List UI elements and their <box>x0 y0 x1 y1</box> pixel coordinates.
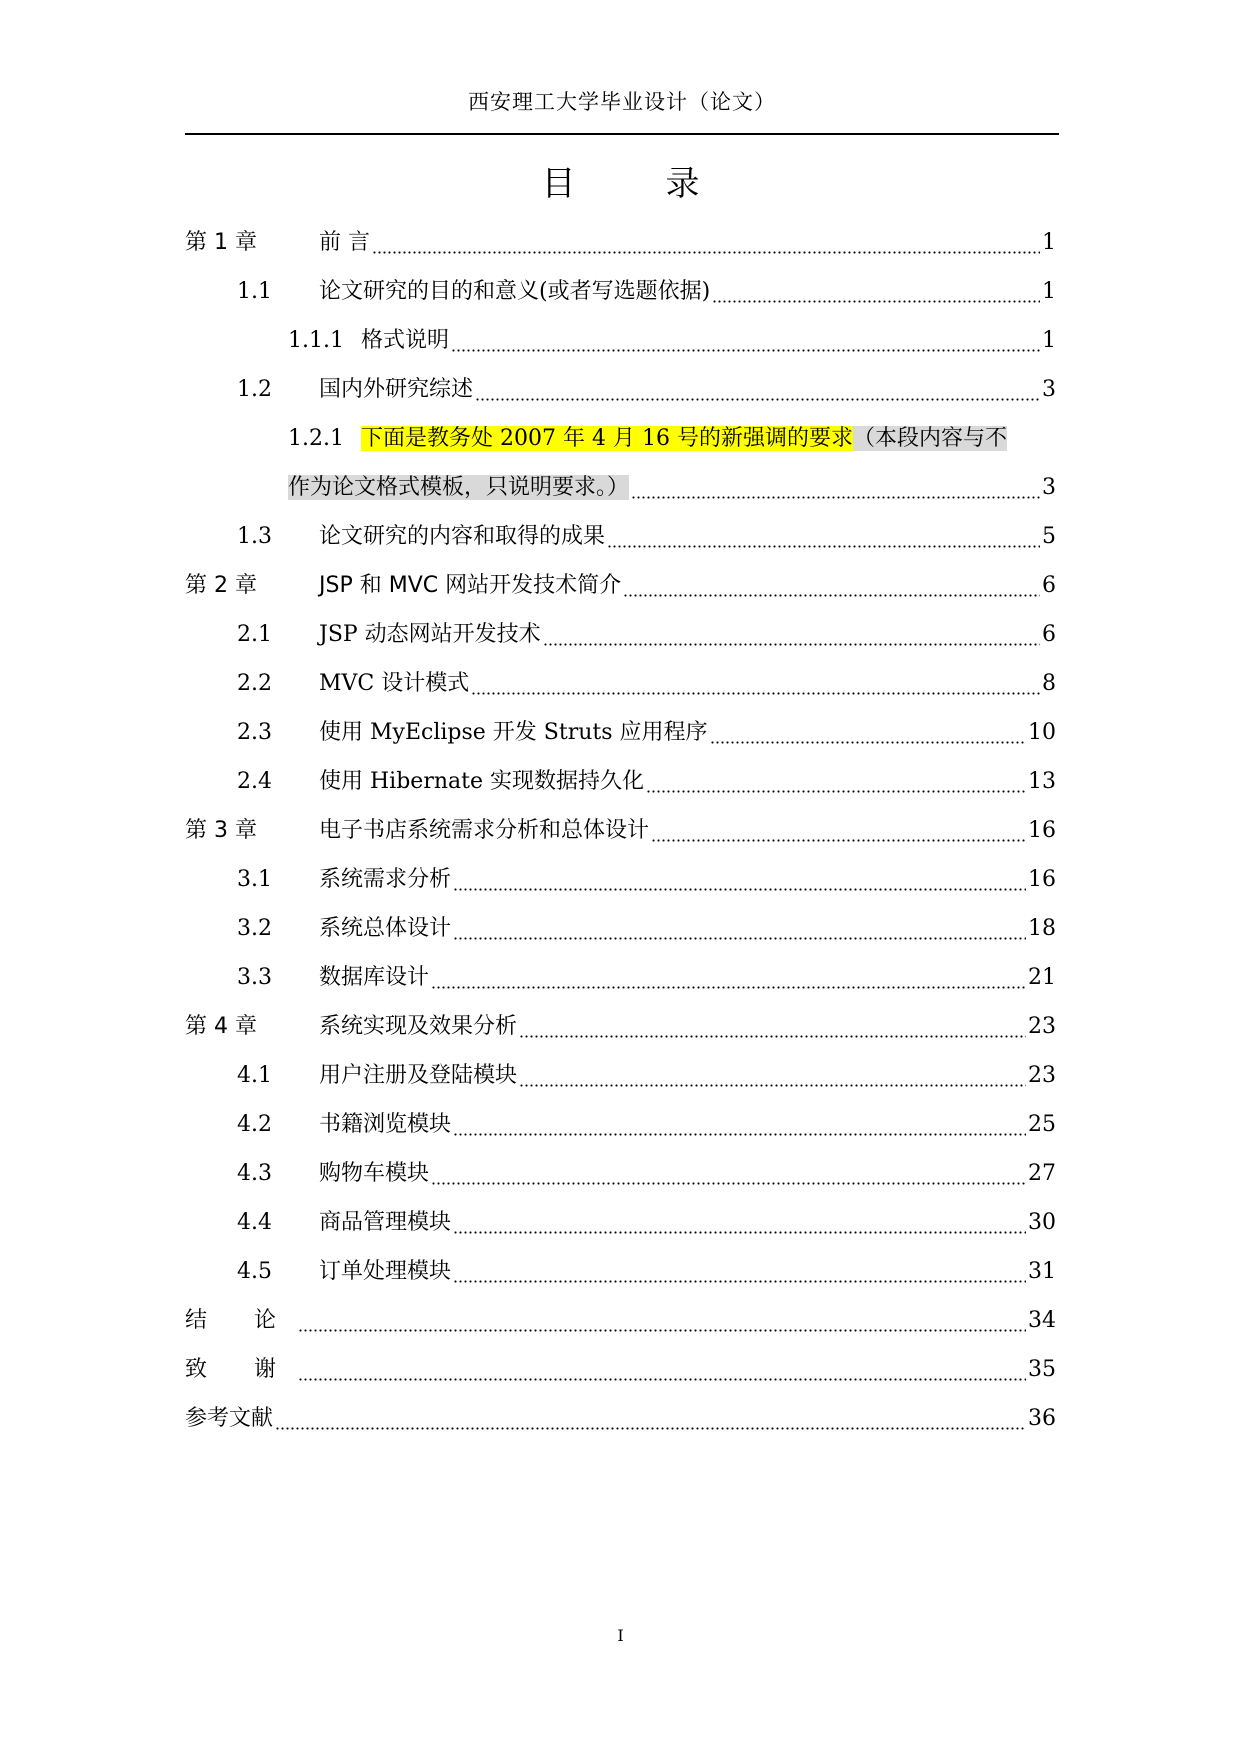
toc-entry-section-1-1[interactable] <box>185 267 1056 316</box>
toc-entry-title: 商品管理模块 <box>319 1210 452 1235</box>
toc-entry-number: 2.1 <box>237 622 272 647</box>
toc-entry-title: 致 谢 <box>185 1357 296 1382</box>
toc-entry-section-4-4[interactable] <box>185 1198 1056 1247</box>
dot-leader <box>471 659 1040 708</box>
toc-entry-title: 系统需求分析 <box>319 867 452 892</box>
toc-entry-title: 格式说明 <box>361 328 450 353</box>
dot-leader <box>519 1051 1026 1100</box>
toc-entry-title: MVC 设计模式 <box>319 671 470 696</box>
toc-entry-number: 2.3 <box>237 720 272 745</box>
toc-entry-page: 6 <box>1042 573 1056 598</box>
dot-leader <box>623 561 1040 610</box>
toc-entry-section-3-3[interactable] <box>185 953 1056 1002</box>
dot-leader <box>431 1149 1026 1198</box>
toc-entry-title: 国内外研究综述 <box>319 377 474 402</box>
toc-entry-page: 6 <box>1042 622 1056 647</box>
toc-entry-section-4-2[interactable] <box>185 1100 1056 1149</box>
toc-entry-title: 订单处理模块 <box>319 1259 452 1284</box>
toc-entry-number: 4.2 <box>237 1112 272 1137</box>
toc-entry-page: 23 <box>1028 1014 1056 1039</box>
header-rule <box>185 133 1059 135</box>
toc-entry-page: 18 <box>1028 916 1056 941</box>
dot-leader <box>519 1002 1026 1051</box>
dot-leader <box>372 218 1040 267</box>
toc-entry-page: 27 <box>1028 1161 1056 1186</box>
toc-entry-title: 使用 MyEclipse 开发 Struts 应用程序 <box>319 720 708 745</box>
toc-entry-title: 参考文献 <box>185 1406 274 1431</box>
dot-leader <box>651 806 1026 855</box>
toc-entry-page: 23 <box>1028 1063 1056 1088</box>
toc-entry-title: 数据库设计 <box>319 965 430 990</box>
gray-shaded-text: 作为论文格式模板，只说明要求。） <box>288 475 630 500</box>
gray-shaded-text: （本段内容与不 <box>852 426 1007 451</box>
toc-entry-section-2-4[interactable] <box>185 757 1056 806</box>
dot-leader <box>710 708 1026 757</box>
toc-entry-page: 34 <box>1028 1308 1056 1333</box>
dot-leader <box>453 855 1026 904</box>
toc-entry-number: 第 3 章 <box>185 818 257 843</box>
toc-entry-number: 3.1 <box>237 867 272 892</box>
dot-leader <box>475 365 1040 414</box>
toc-entry-title-line2 <box>288 463 629 512</box>
toc-entry-number: 1.2 <box>237 377 272 402</box>
toc-entry-number: 第 1 章 <box>185 230 257 255</box>
toc-entry-number: 1.1.1 <box>288 328 344 353</box>
toc-entry-page: 16 <box>1028 818 1056 843</box>
toc-entry-page: 1 <box>1042 328 1056 353</box>
dot-leader <box>298 1296 1026 1345</box>
toc-entry-title: 电子书店系统需求分析和总体设计 <box>319 818 650 843</box>
toc-entry-number: 第 4 章 <box>185 1014 257 1039</box>
dot-leader <box>451 316 1040 365</box>
toc-entry-title-line1 <box>361 414 1007 463</box>
toc-entry-number: 1.3 <box>237 524 272 549</box>
toc-entry-number: 2.2 <box>237 671 272 696</box>
toc-entry-title: 系统总体设计 <box>319 916 452 941</box>
table-of-contents <box>185 218 1056 1443</box>
toc-entry-chapter-3[interactable] <box>185 806 1056 855</box>
toc-entry-section-2-1[interactable] <box>185 610 1056 659</box>
toc-entry-number: 1.1 <box>237 279 272 304</box>
toc-entry-number: 第 2 章 <box>185 573 257 598</box>
toc-entry-title: 论文研究的目的和意义(或者写选题依据) <box>319 279 711 304</box>
toc-entry-page: 13 <box>1028 769 1056 794</box>
toc-entry-title: 论文研究的内容和取得的成果 <box>319 524 606 549</box>
toc-entry-section-1-2[interactable] <box>185 365 1056 414</box>
dot-leader <box>453 904 1026 953</box>
toc-entry-number: 4.1 <box>237 1063 272 1088</box>
toc-entry-number: 2.4 <box>237 769 272 794</box>
toc-entry-page: 3 <box>1042 475 1056 500</box>
toc-entry-page: 16 <box>1028 867 1056 892</box>
dot-leader <box>298 1345 1026 1394</box>
toc-entry-title: 系统实现及效果分析 <box>319 1014 518 1039</box>
toc-entry-page: 1 <box>1042 230 1056 255</box>
dot-leader <box>712 267 1040 316</box>
dot-leader <box>607 512 1040 561</box>
toc-title: 目 录 <box>541 164 728 204</box>
toc-entry-title: 使用 Hibernate 实现数据持久化 <box>319 769 644 794</box>
toc-entry-chapter-1[interactable] <box>185 218 1056 267</box>
dot-leader <box>453 1247 1026 1296</box>
toc-entry-number: 3.3 <box>237 965 272 990</box>
toc-entry-acknowledgements[interactable] <box>185 1345 1056 1394</box>
dot-leader <box>431 953 1026 1002</box>
dot-leader <box>631 463 1040 512</box>
toc-entry-number: 4.4 <box>237 1210 272 1235</box>
highlighted-text: 下面是教务处 2007 年 4 月 16 号的新强调的要求 <box>361 426 853 451</box>
toc-entry-references[interactable] <box>185 1394 1056 1443</box>
toc-entry-chapter-4[interactable] <box>185 1002 1056 1051</box>
toc-entry-title: 购物车模块 <box>319 1161 430 1186</box>
toc-entry-section-3-1[interactable] <box>185 855 1056 904</box>
toc-entry-section-1-2-1-continued[interactable] <box>185 463 1056 512</box>
running-header: 西安理工大学毕业设计（论文） <box>468 90 776 114</box>
toc-entry-section-1-1-1[interactable] <box>185 316 1056 365</box>
toc-entry-section-4-3[interactable] <box>185 1149 1056 1198</box>
dot-leader <box>453 1198 1026 1247</box>
toc-entry-page: 21 <box>1028 965 1056 990</box>
toc-entry-section-3-2[interactable] <box>185 904 1056 953</box>
toc-entry-section-4-5[interactable] <box>185 1247 1056 1296</box>
toc-entry-number: 3.2 <box>237 916 272 941</box>
toc-entry-chapter-2[interactable] <box>185 561 1056 610</box>
toc-entry-section-1-3[interactable] <box>185 512 1056 561</box>
toc-entry-page: 1 <box>1042 279 1056 304</box>
toc-entry-page: 25 <box>1028 1112 1056 1137</box>
toc-entry-page: 31 <box>1028 1259 1056 1284</box>
toc-entry-number: 4.3 <box>237 1161 272 1186</box>
toc-entry-title: JSP 动态网站开发技术 <box>319 622 541 647</box>
toc-entry-page: 30 <box>1028 1210 1056 1235</box>
toc-entry-title: 用户注册及登陆模块 <box>319 1063 518 1088</box>
toc-entry-number: 4.5 <box>237 1259 272 1284</box>
toc-entry-page: 36 <box>1028 1406 1056 1431</box>
toc-entry-section-2-2[interactable] <box>185 659 1056 708</box>
dot-leader <box>543 610 1040 659</box>
toc-entry-page: 8 <box>1042 671 1056 696</box>
toc-entry-title: 前 言 <box>319 230 370 255</box>
dot-leader <box>275 1394 1026 1443</box>
toc-entry-section-1-2-1[interactable] <box>185 414 1056 463</box>
toc-entry-conclusion[interactable] <box>185 1296 1056 1345</box>
toc-entry-section-4-1[interactable] <box>185 1051 1056 1100</box>
toc-entry-number: 1.2.1 <box>288 426 344 451</box>
toc-entry-section-2-3[interactable] <box>185 708 1056 757</box>
toc-entry-title: 结 论 <box>185 1308 296 1333</box>
toc-entry-title: 书籍浏览模块 <box>319 1112 452 1137</box>
toc-entry-title: JSP 和 MVC 网站开发技术简介 <box>319 573 622 598</box>
page-number: I <box>617 1626 624 1645</box>
toc-entry-page: 35 <box>1028 1357 1056 1382</box>
dot-leader <box>646 757 1026 806</box>
toc-entry-page: 5 <box>1042 524 1056 549</box>
toc-entry-page: 3 <box>1042 377 1056 402</box>
toc-entry-page: 10 <box>1028 720 1056 745</box>
dot-leader <box>453 1100 1026 1149</box>
